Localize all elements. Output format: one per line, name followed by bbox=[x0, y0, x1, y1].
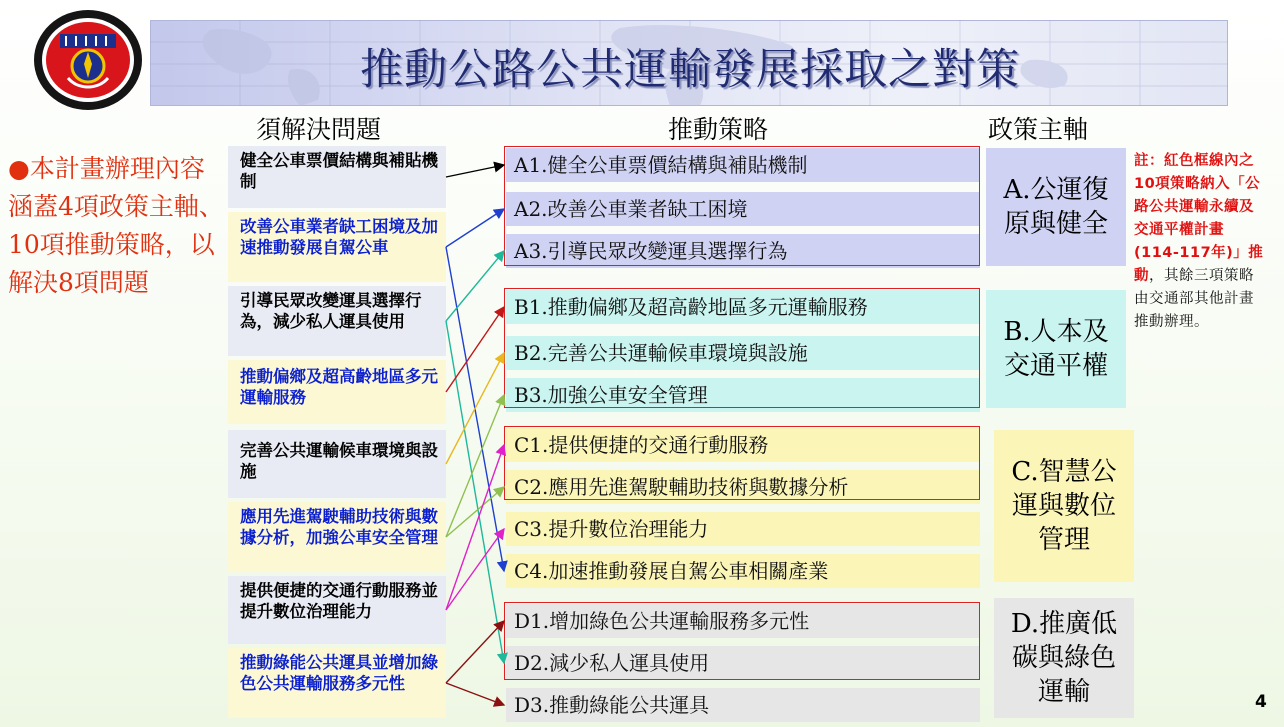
strategy-c3: C3.提升數位治理能力 bbox=[506, 512, 980, 546]
arrow-link-11 bbox=[446, 529, 504, 610]
agency-logo-icon bbox=[32, 8, 144, 112]
axes-header: 政策主軸 bbox=[988, 115, 1089, 144]
problem-box-1: 健全公車票價結構與補貼機制 bbox=[228, 146, 446, 208]
page-number: 4 bbox=[1255, 692, 1267, 712]
arrow-link-9 bbox=[446, 487, 504, 537]
right-note-black: ，其餘三項策略由交通部其他計畫推動辦理。 bbox=[1134, 268, 1254, 330]
problems-header: 須解決問題 bbox=[256, 115, 382, 144]
arrow-link-2 bbox=[446, 209, 504, 247]
arrow-link-3 bbox=[446, 247, 504, 571]
strategy-c2: C2.應用先進駕駛輔助技術與數據分析 bbox=[506, 470, 980, 504]
strategy-a1: A1.健全公車票價結構與補貼機制 bbox=[506, 148, 980, 182]
strategy-d2: D2.減少私人運具使用 bbox=[506, 646, 980, 680]
arrow-link-10 bbox=[446, 445, 504, 610]
strategy-d1: D1.增加綠色公共運輸服務多元性 bbox=[506, 604, 980, 638]
problem-box-8: 推動綠能公共運具並增加綠色公共運輸服務多元性 bbox=[228, 648, 446, 718]
arrow-link-4 bbox=[446, 251, 504, 321]
arrow-link-1 bbox=[446, 165, 504, 177]
arrow-link-12 bbox=[446, 621, 504, 683]
strategy-c1: C1.提供便捷的交通行動服務 bbox=[506, 428, 980, 462]
axis-c: C.智慧公運與數位管理 bbox=[994, 430, 1134, 582]
red-frame-d bbox=[504, 602, 980, 680]
arrow-link-5 bbox=[446, 321, 504, 663]
problem-box-4: 推動偏鄉及超高齡地區多元運輸服務 bbox=[228, 360, 446, 424]
strategy-b1: B1.推動偏鄉及超高齡地區多元運輸服務 bbox=[506, 290, 980, 324]
problem-box-7: 提供便捷的交通行動服務並提升數位治理能力 bbox=[228, 576, 446, 644]
arrow-link-13 bbox=[446, 683, 504, 705]
right-note-red: 註：紅色框線內之10項策略納入「公路公共運輸永續及交通平權計畫(114-117年)」推動 bbox=[1134, 153, 1264, 284]
strategy-a3: A3.引導民眾改變運具選擇行為 bbox=[506, 234, 980, 268]
arrow-link-6 bbox=[446, 307, 504, 392]
page-title: 推動公路公共運輸發展採取之對策 bbox=[360, 45, 1020, 95]
strategy-a2: A2.改善公車業者缺工困境 bbox=[506, 192, 980, 226]
left-note bbox=[8, 150, 228, 302]
strategies-header: 推動策略 bbox=[668, 115, 769, 144]
strategy-b2: B2.完善公共運輸候車環境與設施 bbox=[506, 336, 980, 370]
axis-a: A.公運復原與健全 bbox=[986, 148, 1126, 266]
axis-b: B.人本及交通平權 bbox=[986, 290, 1126, 408]
problem-box-6: 應用先進駕駛輔助技術與數據分析，加強公車安全管理 bbox=[228, 502, 446, 572]
red-frame-b bbox=[504, 288, 980, 408]
left-note-text: 本計畫辦理內容涵蓋4項政策主軸、10項推動策略，以解決8項問題 bbox=[8, 154, 224, 297]
problem-box-2: 改善公車業者缺工困境及加速推動發展自駕公車 bbox=[228, 212, 446, 282]
strategy-d3: D3.推動綠能公共運具 bbox=[506, 688, 980, 722]
arrow-link-7 bbox=[446, 353, 504, 464]
axis-d: D.推廣低碳與綠色運輸 bbox=[994, 598, 1134, 718]
problem-box-3: 引導民眾改變運具選擇行為，減少私人運具使用 bbox=[228, 286, 446, 356]
bullet-icon: ● bbox=[8, 154, 30, 183]
problem-box-5: 完善公共運輸候車環境與設施 bbox=[228, 430, 446, 498]
right-note bbox=[1134, 150, 1266, 334]
arrow-link-8 bbox=[446, 395, 504, 537]
strategy-b3: B3.加強公車安全管理 bbox=[506, 378, 980, 412]
red-frame-c bbox=[504, 426, 980, 500]
strategy-c4: C4.加速推動發展自駕公車相關產業 bbox=[506, 554, 980, 588]
red-frame-a bbox=[504, 146, 980, 266]
